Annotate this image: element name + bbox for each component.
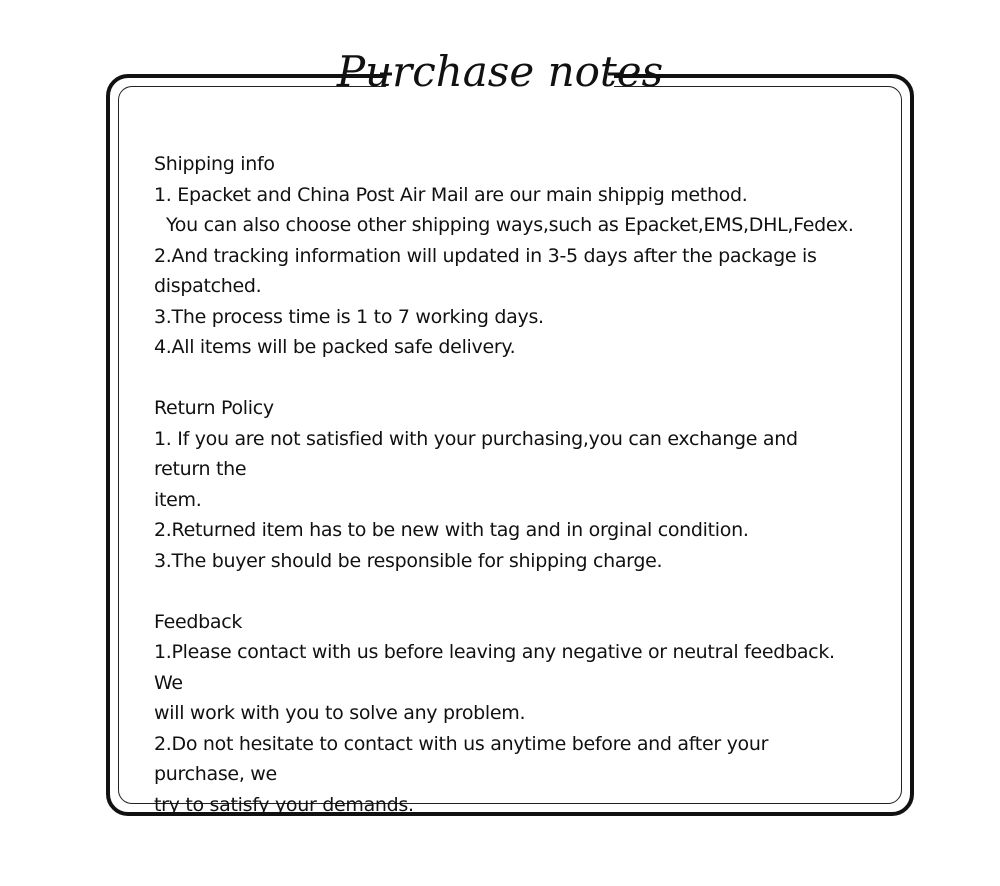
feedback-section [154,607,854,821]
shipping-line-3: 2.And tracking information will updated in 3-5 days after the package is [154,244,817,267]
shipping-info-section [154,149,854,363]
return-policy-heading: Return Policy [154,397,274,419]
shipping-line-5: 3.The process time is 1 to 7 working days. [154,305,544,328]
feedback-line-3: 2.Do not hesitate to contact with us anytime before and after your purchase, we [154,732,769,785]
shipping-line-6: 4.All items will be packed safe delivery. [154,336,516,358]
section-spacer [154,363,854,394]
section-spacer [154,576,854,607]
return-policy-section [154,393,854,576]
title-text: Purchase notes [336,47,664,96]
return-line-2: item. [154,488,202,511]
purchase-notes-title [336,36,664,108]
feedback-line-2: will work with you to solve any problem. [154,702,526,724]
shipping-line-4: dispatched. [154,275,262,297]
feedback-line-1: 1.Please contact with us before leaving any negative or neutral feedback. We [154,641,835,694]
return-line-3: 2.Returned item has to be new with tag and in orginal condition. [154,519,749,541]
feedback-line-4: try to satisfy your demands. [154,793,414,816]
shipping-info-heading: Shipping info [154,153,275,175]
shipping-line-2: You can also choose other shipping ways,such as Epacket,EMS,DHL,Fedex. [166,214,854,236]
feedback-heading: Feedback [154,610,243,633]
return-line-1: 1. If you are not satisfied with your purchasing,you can exchange and return the [154,427,798,480]
shipping-line-1: 1. Epacket and China Post Air Mail are our main shippig method. [154,183,748,206]
return-line-4: 3.The buyer should be responsible for shipping charge. [154,549,663,572]
purchase-notes-content [154,149,854,820]
